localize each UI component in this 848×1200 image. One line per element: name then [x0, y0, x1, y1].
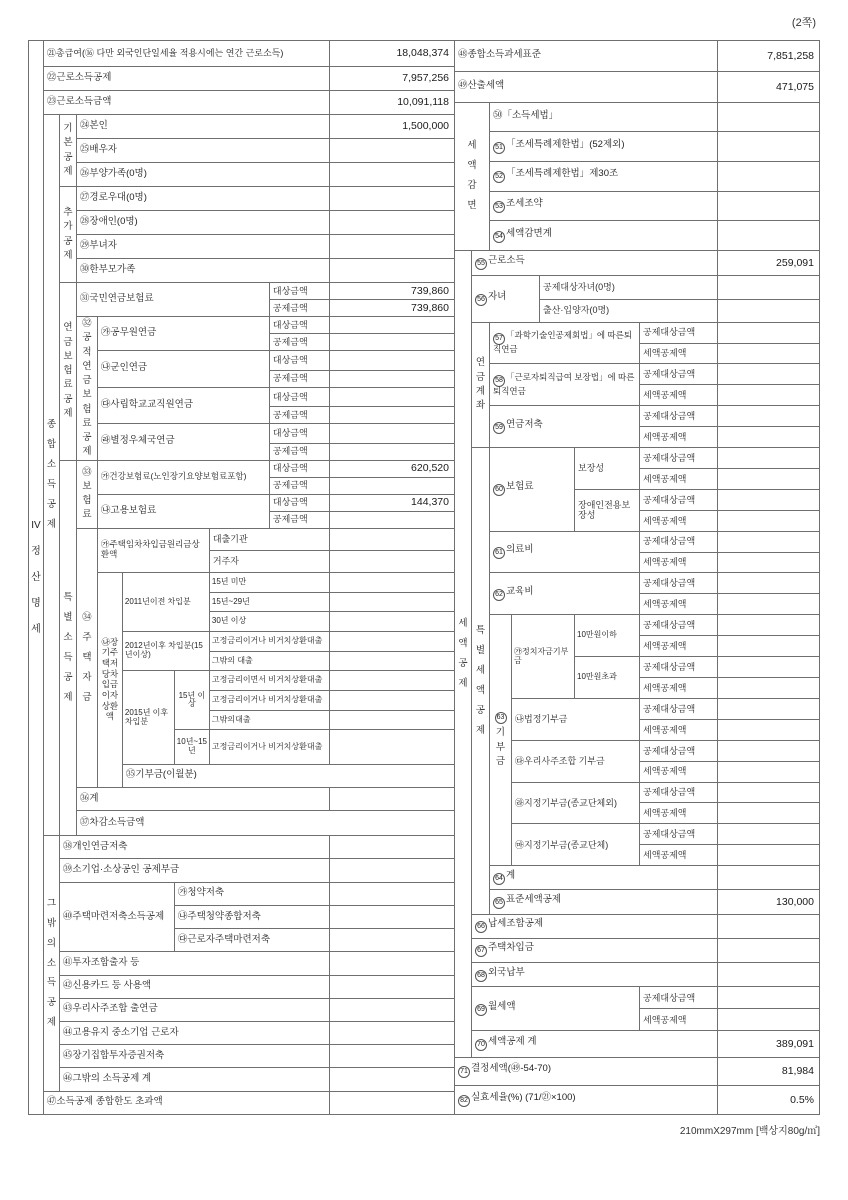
worker-housing-savings-label: ㉰근로자주택마련저축 [174, 929, 329, 952]
tax-treaty-label: 53 조세조약 [490, 191, 718, 221]
medical-expense-target-value [718, 531, 820, 552]
mortgage-2011-under15-label: 15년 미만 [209, 573, 329, 593]
senior-label: ㉗경로우대(0명) [76, 187, 329, 211]
deduction-limit-excess-value [330, 1091, 455, 1114]
strip-comprehensive-income-deduction: 종합소득공제 [43, 115, 59, 836]
circled-82: 82 [458, 1095, 470, 1107]
designated-donation-non-religious-label: ㉱지정기부금(종교단체외) [512, 782, 640, 824]
taxpayer-association-credit-label: 66 납세조합공제 [472, 914, 718, 938]
resident-value [330, 550, 455, 572]
statutory-donation-target-value [718, 698, 820, 719]
worker-housing-savings-value [330, 929, 455, 952]
investment-association-label: ㊶투자조합출자 등 [59, 952, 329, 975]
credit-target-header: 공제대상금액 [640, 448, 718, 469]
credit-amount-header: 세액공제액 [640, 552, 718, 573]
deduction-limit-excess-label: ㊼소득공제 종합한도 초과액 [43, 1091, 329, 1114]
post-office-pension-target-value [330, 424, 455, 444]
monthly-rent-credit-value [718, 1009, 820, 1031]
foreign-tax-credit-value [718, 962, 820, 986]
tax-credit-total-value: 389,091 [718, 1031, 820, 1057]
strip-housing-funds: ㉞주택자금 [76, 528, 97, 787]
mortgage-2011-under15-value [330, 573, 455, 593]
target-amount-header: 대상금액 [269, 317, 329, 334]
page-number: (2쪽) [791, 17, 816, 29]
credit-target-header: 공제대상금액 [640, 531, 718, 552]
national-pension-deduct-value: 739,860 [330, 300, 455, 317]
pension-savings-label: 59 연금저축 [490, 406, 640, 448]
mortgage-2015-10to15-value [330, 730, 455, 764]
subscription-savings-value [330, 882, 455, 905]
dependents-value [330, 163, 455, 187]
circled-52: 52 [493, 171, 505, 183]
self-label: ㉔본인 [76, 115, 329, 139]
civil-servant-pension-deduct-value [330, 334, 455, 351]
spouse-label: ㉕배우자 [76, 139, 329, 163]
deduct-amount-header: 공제금액 [269, 334, 329, 351]
employment-insurance-target-value: 144,370 [330, 494, 455, 511]
calculated-tax-label: ㊾산출세액 [455, 71, 718, 102]
special-tax-treatment-act-label: 51 「조세특례제한법」(52제외) [490, 132, 718, 162]
housing-loan-credit-value [718, 938, 820, 962]
health-insurance-deduct-value [330, 477, 455, 494]
credit-target-header: 공제대상금액 [640, 322, 718, 343]
small-business-mutual-aid-label: ㊴소기업·소상공인 공제부금 [59, 859, 329, 882]
monthly-rent-target-value [718, 987, 820, 1009]
special-deduction-total-label: ㊱계 [76, 787, 329, 810]
mortgage-2012-group-label: 2012년이후 차입분(15년이상) [122, 632, 209, 671]
income-tax-act-label: ㊿「소득세법」 [490, 102, 718, 132]
circled-64: 64 [493, 873, 505, 885]
circled-62: 62 [493, 589, 505, 601]
tax-base-label: ㊽종합소득과세표준 [455, 41, 718, 72]
military-pension-label: ㉯군인연금 [97, 351, 269, 388]
employment-maintenance-value [330, 1022, 455, 1045]
special-credit-total-label: 64 계 [490, 866, 718, 890]
circled-55: 55 [475, 258, 487, 270]
military-pension-target-value [330, 351, 455, 371]
credit-amount-header: 세액공제액 [640, 427, 718, 448]
earned-income-deduction-label: ㉒근로소득공제 [43, 67, 329, 91]
circled-51: 51 [493, 142, 505, 154]
effective-tax-rate-value: 0.5% [718, 1086, 820, 1115]
employment-insurance-deduct-value [330, 511, 455, 528]
pension-savings-credit-value [718, 427, 820, 448]
insurance-credit-label: 60 보험료 [490, 448, 575, 532]
mortgage-2015-fixed-and-label: 고정금리이면서 비거치상환대출 [209, 671, 329, 691]
deduct-amount-header: 공제금액 [269, 477, 329, 494]
tax-treaty-value [718, 191, 820, 221]
political-donation-label: ㉮정치자금기부금 [512, 615, 575, 699]
senior-value [330, 187, 455, 211]
spouse-value [330, 139, 455, 163]
credit-amount-header: 세액공제액 [640, 719, 718, 740]
income-deduction-table [43, 40, 455, 1115]
credit-target-header: 공제대상금액 [640, 698, 718, 719]
designated-donation-religious-target-value [718, 824, 820, 845]
mortgage-2011-15to29-label: 15년~29년 [209, 592, 329, 612]
science-tech-pension-label: 57 「과학기술인공제회법」에 따른퇴직연금 [490, 322, 640, 364]
political-under100k-target-value [718, 615, 820, 636]
female-value [330, 235, 455, 259]
medical-expense-credit-value [718, 552, 820, 573]
private-school-pension-label: ㉰사립학교교직원연금 [97, 387, 269, 424]
credit-amount-header: 세액공제액 [640, 761, 718, 782]
housing-subscription-savings-label: ㉯주택청약종합저축 [174, 905, 329, 928]
female-label: ㉙부녀자 [76, 235, 329, 259]
children-credit-label: 56 자녀 [472, 276, 540, 322]
target-amount-header: 대상금액 [269, 424, 329, 444]
credit-target-header: 공제대상금액 [640, 573, 718, 594]
mortgage-2011-group-label: 2011년이전 차입분 [122, 573, 209, 632]
guarantee-insurance-label: 보장성 [575, 448, 640, 490]
strip-public-pension-deduction: ㉜공적연금보험료공제 [76, 317, 97, 461]
strip-tax-reduction: 세액감면 [455, 102, 490, 251]
mortgage-2012-other-label: 그밖의 대출 [209, 651, 329, 671]
credit-amount-header: 세액공제액 [640, 468, 718, 489]
circled-61: 61 [493, 547, 505, 559]
tax-reduction-total-value [718, 221, 820, 251]
credit-target-header: 공제대상금액 [640, 615, 718, 636]
credit-target-header: 공제대상금액 [640, 406, 718, 427]
strip-insurance-premium: ㉝보험료 [76, 460, 97, 528]
personal-pension-savings-label: ㊳개인연금저축 [59, 836, 329, 859]
tax-credit-total-label: 70 세액공제 계 [472, 1031, 718, 1057]
guarantee-insurance-credit-value [718, 468, 820, 489]
lender-value [330, 528, 455, 550]
earned-income-credit-label: 55 근로소득 [472, 251, 718, 276]
taxpayer-association-credit-value [718, 914, 820, 938]
pension-savings-target-value [718, 406, 820, 427]
disabled-insurance-label: 장애인전용보장성 [575, 489, 640, 531]
birth-adoption-value [718, 299, 820, 322]
special-tax-treatment-art30-label: 52 「조세특례제한법」제30조 [490, 162, 718, 192]
employee-stock-ownership-value [330, 998, 455, 1021]
political-over100k-target-value [718, 657, 820, 678]
special-credit-total-value [718, 866, 820, 890]
standard-tax-credit-value: 130,000 [718, 890, 820, 914]
earned-income-credit-value: 259,091 [718, 251, 820, 276]
credit-card-usage-label: ㊷신용카드 등 사용액 [59, 975, 329, 998]
strip-pension-account: 연금계좌 [472, 322, 490, 447]
statutory-donation-credit-value [718, 719, 820, 740]
paper-size-footer: 210mmX297mm [백상지80g/㎡] [679, 1126, 820, 1137]
deduct-amount-header: 공제금액 [269, 511, 329, 528]
designated-donation-non-religious-target-value [718, 782, 820, 803]
education-expense-label: 62 교육비 [490, 573, 640, 615]
political-over100k-credit-value [718, 678, 820, 699]
credit-target-header: 공제대상금액 [640, 824, 718, 845]
circled-69: 69 [475, 1004, 487, 1016]
circled-59: 59 [493, 422, 505, 434]
mortgage-2012-fixed-value [330, 632, 455, 652]
circled-63: 63 [495, 712, 507, 724]
target-amount-header: 대상금액 [269, 351, 329, 371]
retirement-benefit-pension-target-value [718, 364, 820, 385]
retirement-benefit-pension-label: 58 「근로자퇴직급여 보장법」에 따른퇴직연금 [490, 364, 640, 406]
credit-amount-header: 세액공제액 [640, 845, 718, 866]
resident-label: 거주자 [209, 550, 329, 572]
long-term-fund-savings-label: ㊺장기집합투자증권저축 [59, 1045, 329, 1068]
strip-basic-deduction: 기본공제 [59, 115, 76, 187]
credit-amount-header: 세액공제액 [640, 803, 718, 824]
circled-53: 53 [493, 201, 505, 213]
military-pension-deduct-value [330, 370, 455, 387]
monthly-rent-credit-label: 69 월세액 [472, 987, 640, 1031]
section-title: 정산명세 [31, 545, 41, 635]
credit-target-header: 공제대상금액 [640, 987, 718, 1009]
deduct-amount-header: 공제금액 [269, 407, 329, 424]
mortgage-2015-term10-label: 10년~15년 [174, 730, 209, 764]
designated-donation-religious-credit-value [718, 845, 820, 866]
science-tech-pension-target-value [718, 322, 820, 343]
credit-target-header: 공제대상금액 [640, 364, 718, 385]
national-pension-target-value: 739,860 [330, 283, 455, 300]
credit-target-header: 공제대상금액 [640, 782, 718, 803]
strip-special-tax-credit: 특별세액공제 [472, 448, 490, 915]
target-amount-header: 대상금액 [269, 387, 329, 407]
small-business-mutual-aid-value [330, 859, 455, 882]
investment-association-value [330, 952, 455, 975]
employee-stock-donation-credit-value [718, 761, 820, 782]
disabled-label: ㉘장애인(0명) [76, 211, 329, 235]
adjusted-income-label: ㊲차감소득금액 [76, 811, 454, 836]
strip-other-income-deduction: 그밖의소득공제 [43, 836, 59, 1091]
political-over100k-label: 10만원초과 [575, 657, 640, 699]
personal-pension-savings-value [330, 836, 455, 859]
credit-target-header: 공제대상금액 [640, 657, 718, 678]
employment-insurance-label: ㉯고용보험료 [97, 494, 269, 528]
circled-56: 56 [475, 294, 487, 306]
total-salary-value: 18,048,374 [330, 41, 455, 67]
mortgage-2015-group-label: 2015년 이후 차입분 [122, 671, 174, 764]
housing-rent-loan-label: ㉮주택임차차입금원리금상환액 [97, 528, 209, 573]
post-office-pension-label: ㉱별정우체국연금 [97, 424, 269, 461]
disabled-value [330, 211, 455, 235]
eligible-children-label: 공제대상자녀(0명) [540, 276, 718, 299]
national-pension-label: ㉛국민연금보험료 [76, 283, 269, 317]
calculated-tax-value: 471,075 [718, 71, 820, 102]
lender-label: 대출기관 [209, 528, 329, 550]
civil-servant-pension-target-value [330, 317, 455, 334]
circled-57: 57 [493, 333, 505, 345]
credit-amount-header: 세액공제액 [640, 385, 718, 406]
mortgage-2011-over30-label: 30년 이상 [209, 612, 329, 632]
total-salary-label: ㉑총급여(⑯ 다만 외국인단일세율 적용시에는 연간 근로소득) [43, 41, 329, 67]
mortgage-2015-fixed-or-label: 고정금리이거나 비거치상환대출 [209, 691, 329, 711]
section-iv-strip [28, 40, 43, 1115]
donation-carryover-label: ㉟기부금(이월분) [122, 764, 454, 787]
retirement-benefit-pension-credit-value [718, 385, 820, 406]
disabled-insurance-target-value [718, 489, 820, 510]
deduct-amount-header: 공제금액 [269, 443, 329, 460]
credit-amount-header: 세액공제액 [640, 1009, 718, 1031]
mortgage-2015-10to15-label: 고정금리이거나 비거치상환대출 [209, 730, 329, 764]
credit-target-header: 공제대상금액 [640, 489, 718, 510]
circled-70: 70 [475, 1039, 487, 1051]
private-school-pension-target-value [330, 387, 455, 407]
earned-income-deduction-value: 7,957,256 [330, 67, 455, 91]
strip-additional-deduction: 추가공제 [59, 187, 76, 283]
post-office-pension-deduct-value [330, 443, 455, 460]
target-amount-header: 대상금액 [269, 283, 329, 300]
target-amount-header: 대상금액 [269, 494, 329, 511]
dependents-label: ㉖부양가족(0명) [76, 163, 329, 187]
tax-reduction-total-label: 54 세액감면계 [490, 221, 718, 251]
other-deduction-total-label: ㊻그밖의 소득공제 계 [59, 1068, 329, 1091]
employee-stock-ownership-label: ㊸우리사주조합 출연금 [59, 998, 329, 1021]
strip-tax-credit: 세액공제 [455, 251, 472, 1057]
health-insurance-label: ㉮건강보험료(노인장기요양보험료포함) [97, 460, 269, 494]
circled-54: 54 [493, 231, 505, 243]
credit-amount-header: 세액공제액 [640, 594, 718, 615]
private-school-pension-deduct-value [330, 407, 455, 424]
employee-stock-donation-label: ㉰우리사주조합 기부금 [512, 740, 640, 782]
employee-stock-donation-target-value [718, 740, 820, 761]
health-insurance-target-value: 620,520 [330, 460, 455, 477]
mortgage-2012-fixed-label: 고정금리이거나 비거치상환대출 [209, 632, 329, 652]
strip-special-income-deduction: 특별소득공제 [59, 460, 76, 836]
strip-pension-premium-deduction: 연금보험료공제 [59, 283, 76, 461]
credit-target-header: 공제대상금액 [640, 740, 718, 761]
mortgage-2011-15to29-value [330, 592, 455, 612]
income-tax-act-value [718, 102, 820, 132]
effective-tax-rate-label: 82 실효세율(%) (71/㉑×100) [455, 1086, 718, 1115]
deduct-amount-header: 공제금액 [269, 370, 329, 387]
education-expense-target-value [718, 573, 820, 594]
birth-adoption-label: 출산·입양자(0명) [540, 299, 718, 322]
housing-loan-credit-label: 67 주택차입금 [472, 938, 718, 962]
credit-amount-header: 세액공제액 [640, 636, 718, 657]
earned-income-amount-value: 10,091,118 [330, 91, 455, 115]
credit-card-usage-value [330, 975, 455, 998]
political-under100k-label: 10만원이하 [575, 615, 640, 657]
section-number: IV [31, 519, 41, 531]
designated-donation-non-religious-credit-value [718, 803, 820, 824]
employment-maintenance-label: ㊹고용유지 중소기업 근로자 [59, 1022, 329, 1045]
single-parent-label: ㉚한부모가족 [76, 259, 329, 283]
determined-tax-value: 81,984 [718, 1057, 820, 1086]
other-deduction-total-value [330, 1068, 455, 1091]
strip-long-term-mortgage-interest: ㉯장기주택저당차입금이자상환액 [97, 573, 122, 788]
circled-66: 66 [475, 921, 487, 933]
circled-67: 67 [475, 945, 487, 957]
disabled-insurance-credit-value [718, 510, 820, 531]
designated-donation-religious-label: ㉲지정기부금(종교단체) [512, 824, 640, 866]
single-parent-value [330, 259, 455, 283]
housing-subscription-savings-value [330, 905, 455, 928]
special-deduction-total-value [330, 787, 455, 810]
earned-income-amount-label: ㉓근로소득금액 [43, 91, 329, 115]
foreign-tax-credit-label: 68 외국납부 [472, 962, 718, 986]
circled-71: 71 [458, 1066, 470, 1078]
civil-servant-pension-label: ㉮공무원연금 [97, 317, 269, 351]
special-tax-treatment-act-value [718, 132, 820, 162]
special-tax-treatment-art30-value [718, 162, 820, 192]
science-tech-pension-credit-value [718, 343, 820, 364]
subscription-savings-label: ㉮청약저축 [174, 882, 329, 905]
credit-amount-header: 세액공제액 [640, 510, 718, 531]
settlement-statement-table [28, 40, 820, 1115]
mortgage-2015-fixed-or-value [330, 691, 455, 711]
education-expense-credit-value [718, 594, 820, 615]
statutory-donation-label: ㉯법정기부금 [512, 698, 640, 740]
circled-58: 58 [493, 375, 505, 387]
mortgage-2015-term15-label: 15년 이상 [174, 671, 209, 730]
determined-tax-label: 71 결정세액(㊾-54-70) [455, 1057, 718, 1086]
mortgage-2015-other-label: 그밖의대출 [209, 710, 329, 730]
guarantee-insurance-target-value [718, 448, 820, 469]
standard-tax-credit-label: 65 표준세액공제 [490, 890, 718, 914]
tax-credit-table [454, 40, 820, 1115]
circled-68: 68 [475, 970, 487, 982]
circled-60: 60 [493, 484, 505, 496]
mortgage-2011-over30-value [330, 612, 455, 632]
eligible-children-value [718, 276, 820, 299]
credit-amount-header: 세액공제액 [640, 678, 718, 699]
medical-expense-label: 61 의료비 [490, 531, 640, 573]
deduct-amount-header: 공제금액 [269, 300, 329, 317]
tax-base-value: 7,851,258 [718, 41, 820, 72]
long-term-fund-savings-value [330, 1045, 455, 1068]
circled-65: 65 [493, 897, 505, 909]
political-under100k-credit-value [718, 636, 820, 657]
credit-amount-header: 세액공제액 [640, 343, 718, 364]
mortgage-2015-other-value [330, 710, 455, 730]
mortgage-2015-fixed-and-value [330, 671, 455, 691]
self-value: 1,500,000 [330, 115, 455, 139]
mortgage-2012-other-value [330, 651, 455, 671]
target-amount-header: 대상금액 [269, 460, 329, 477]
housing-savings-deduction-label: ㊵주택마련저축소득공제 [59, 882, 174, 952]
strip-donation: 63 기부금 [490, 615, 512, 866]
